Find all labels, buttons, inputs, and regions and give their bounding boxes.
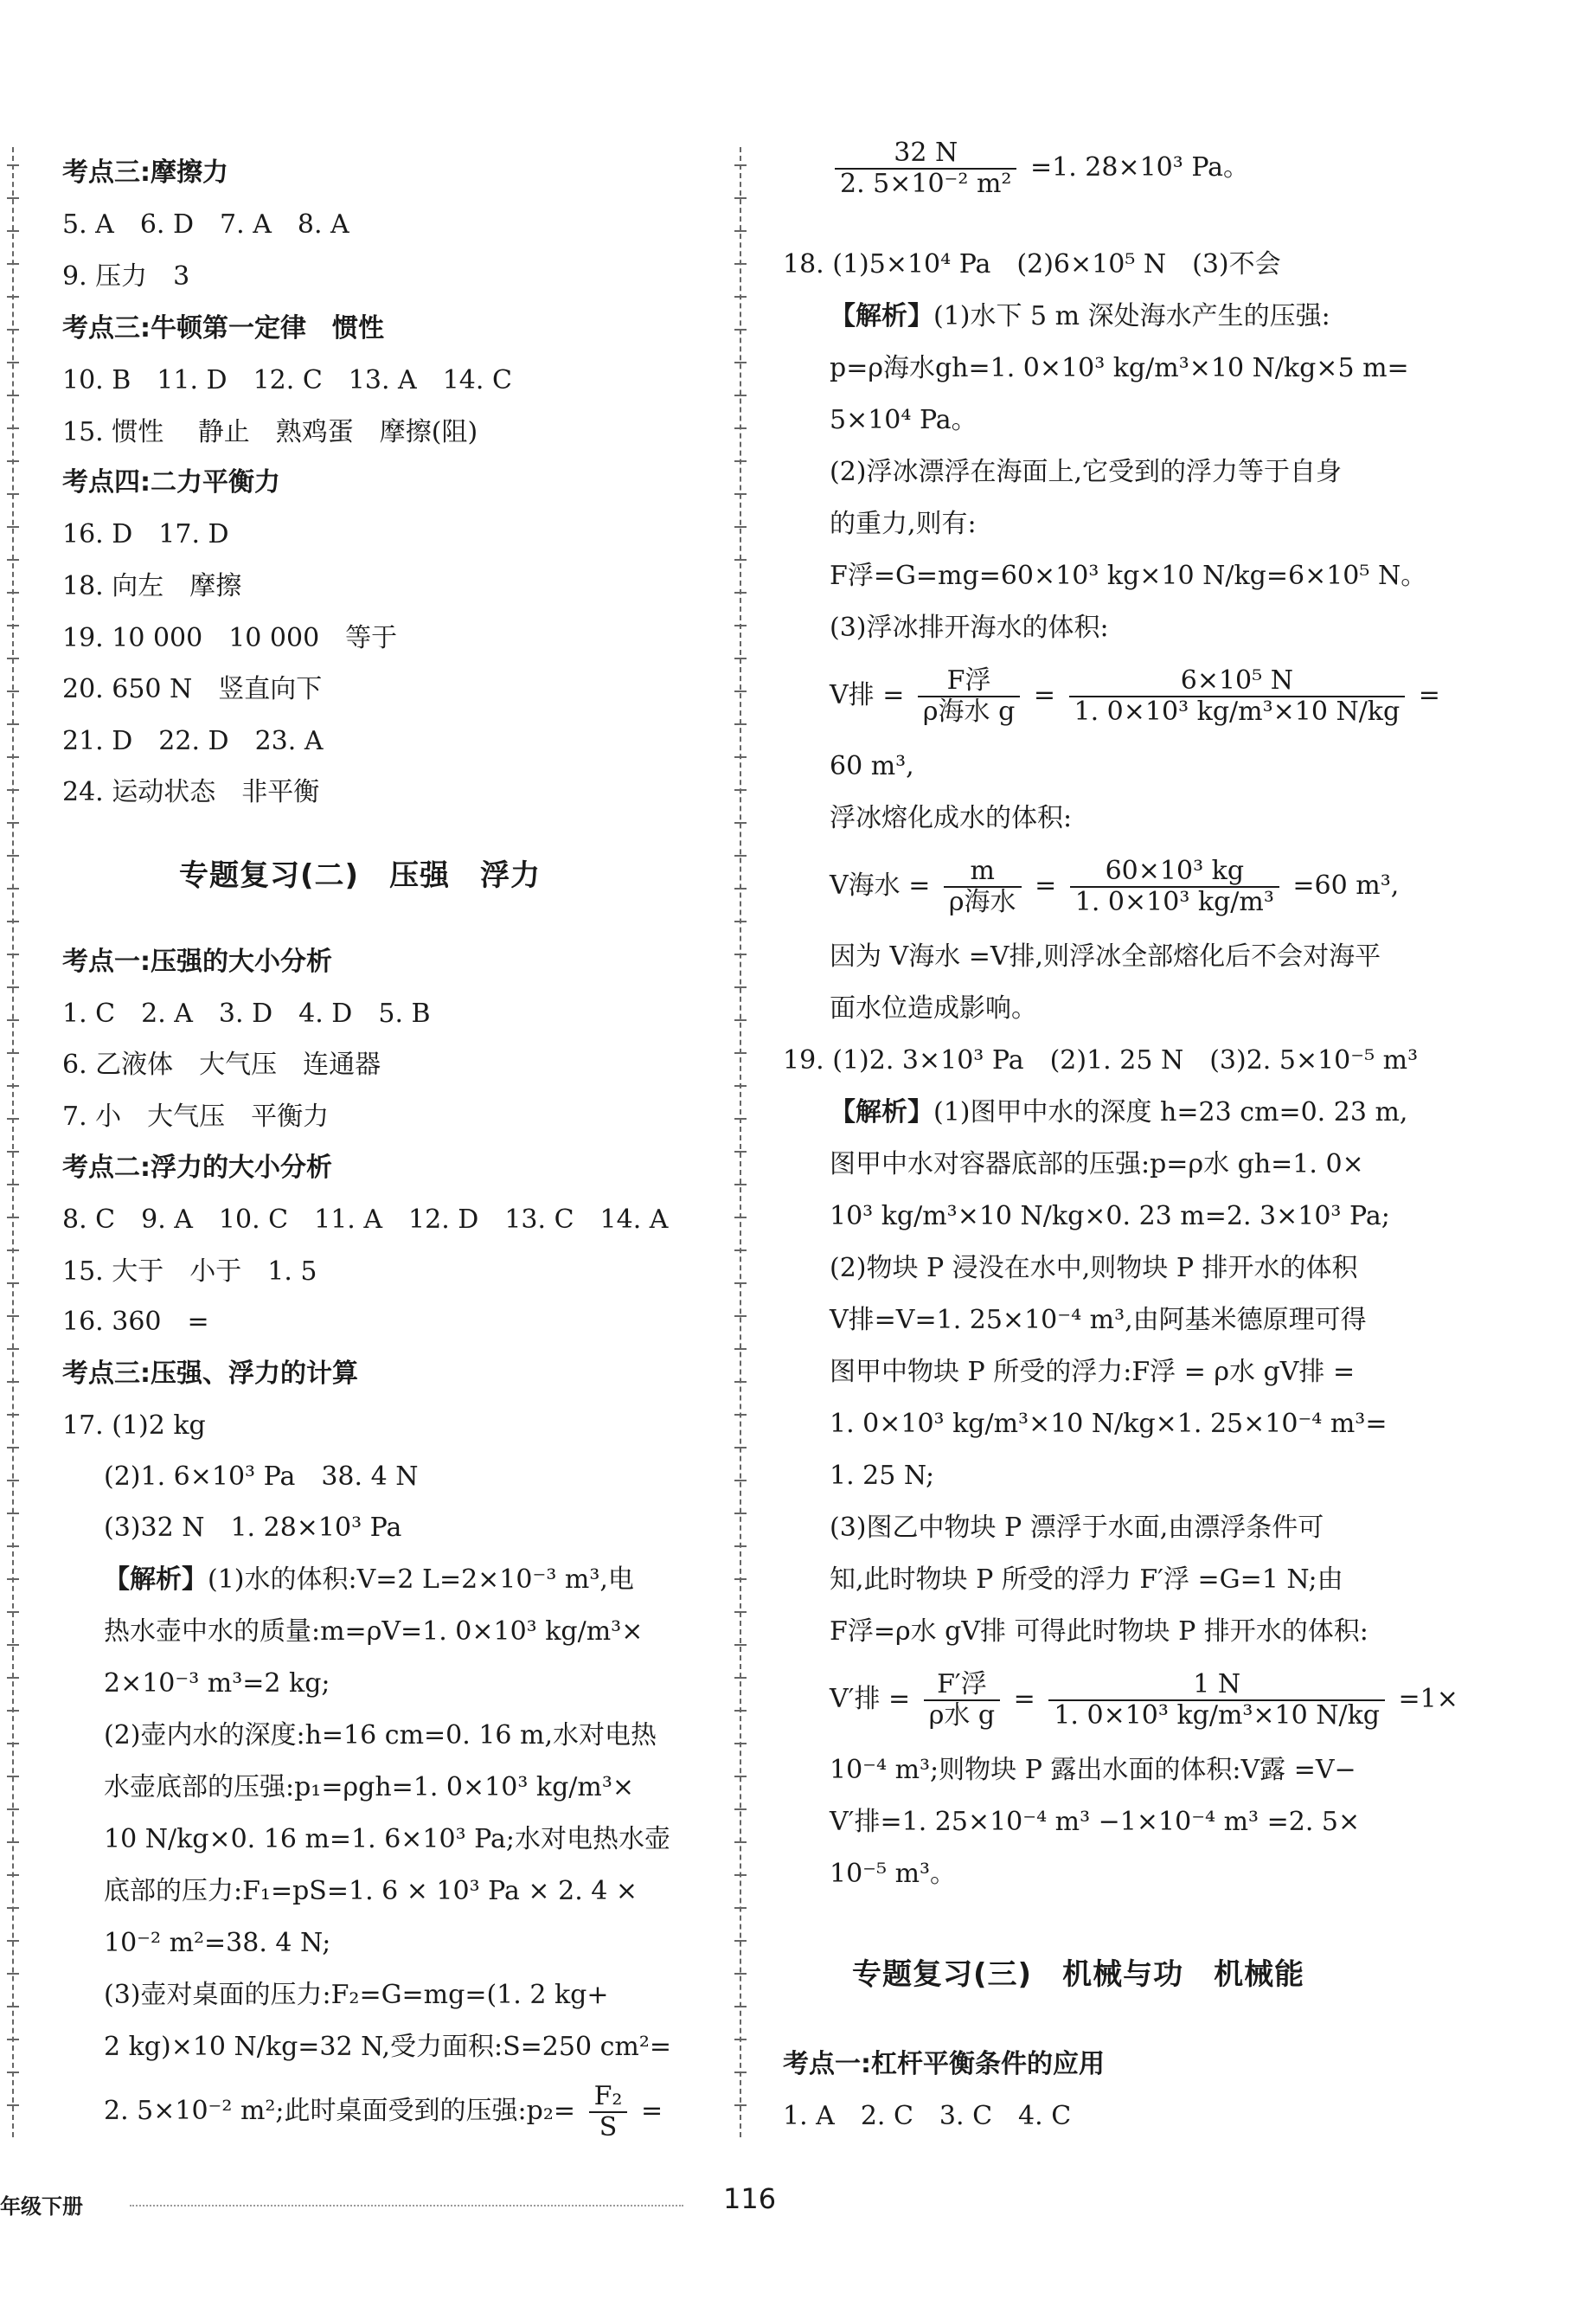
answer-line: 6. 乙液体 大气压 连通器: [62, 1050, 381, 1080]
answer-line: 18. 向左 摩擦: [62, 571, 242, 601]
binding-tick: [7, 691, 19, 692]
binding-tick: [7, 1677, 19, 1679]
binding-tick: [734, 164, 747, 166]
binding-tick: [7, 1085, 19, 1087]
binding-tick: [7, 526, 19, 528]
binding-tick: [734, 1710, 747, 1712]
fraction-denominator: 1. 0×10³ kg/m³: [1074, 887, 1274, 917]
binding-tick: [7, 1348, 19, 1350]
answer-line: 9. 压力 3: [62, 261, 190, 292]
section-title-3: 专题复习(三) 机械与功 机械能: [852, 1957, 1305, 1992]
analysis-line: p=ρ海水gh=1. 0×10³ kg/m³×10 N/kg×5 m=: [830, 353, 1409, 383]
binding-tick: [734, 1808, 747, 1810]
analysis-text: (1)图甲中水的深度 h=23 cm=0. 23 m,: [933, 1097, 1408, 1127]
analysis-line: 10⁻⁵ m³。: [830, 1859, 957, 1889]
binding-tick: [7, 1151, 19, 1153]
analysis-line: (2)壶内水的深度:h=16 cm=0. 16 m,水对电热: [104, 1720, 657, 1750]
analysis-text: (1)水下 5 m 深处海水产生的压强:: [933, 301, 1330, 331]
binding-tick: [7, 1611, 19, 1613]
binding-tick: [7, 1019, 19, 1021]
binding-dash-left: [12, 147, 14, 2137]
fraction-denominator: ρ水 g: [928, 1700, 996, 1731]
binding-tick: [7, 329, 19, 331]
fraction: [589, 2082, 628, 2142]
binding-tick: [7, 954, 19, 955]
binding-dash-center: [740, 147, 741, 2137]
answer-line: (3)32 N 1. 28×10³ Pa: [104, 1513, 402, 1543]
page-number: 116: [723, 2182, 777, 2215]
binding-tick: [734, 2104, 747, 2106]
fraction: [835, 138, 1016, 199]
binding-tick: [7, 395, 19, 396]
binding-tick: [734, 1348, 747, 1350]
binding-tick: [7, 921, 19, 922]
binding-tick: [7, 1381, 19, 1383]
analysis-line: F浮=ρ水 gV排 可得此时物块 P 排开水的体积:: [830, 1616, 1368, 1647]
answer-line: 1. C 2. A 3. D 4. D 5. B: [62, 999, 431, 1029]
binding-tick: [7, 1710, 19, 1712]
binding-tick: [734, 1776, 747, 1777]
analysis-line: 图甲中水对容器底部的压强:p=ρ水 gh=1. 0×: [830, 1149, 1364, 1179]
binding-tick: [7, 1414, 19, 1416]
analysis-line-fraction: [830, 666, 1440, 727]
binding-tick: [7, 1315, 19, 1317]
analysis-text: =1. 28×10³ Pa。: [1029, 152, 1250, 183]
fraction-denominator: 2. 5×10⁻² m²: [840, 169, 1012, 199]
fraction-denominator: ρ海水 g: [922, 697, 1016, 727]
analysis-line: 2×10⁻³ m³=2 kg;: [104, 1668, 330, 1699]
binding-tick: [734, 1578, 747, 1580]
section-title-2: 专题复习(二) 压强 浮力: [179, 858, 542, 893]
binding-tick: [7, 1052, 19, 1054]
fraction-denominator: 1. 0×10³ kg/m³×10 N/kg: [1074, 697, 1401, 727]
analysis-line: [830, 1095, 1407, 1130]
heading-kaodian-lever: 考点一:杠杆平衡条件的应用: [783, 2049, 1105, 2079]
analysis-text: =: [1013, 1684, 1035, 1714]
binding-tick: [734, 1282, 747, 1284]
binding-tick: [734, 1677, 747, 1679]
binding-tick: [7, 1545, 19, 1547]
heading-kaodian-balance: 考点四:二力平衡力: [62, 467, 280, 498]
analysis-line: 10⁻⁴ m³;则物块 P 露出水面的体积:V露 =V−: [830, 1755, 1356, 1785]
binding-tick: [7, 296, 19, 298]
fraction-denominator: ρ海水: [948, 887, 1016, 917]
binding-tick: [734, 1019, 747, 1021]
binding-tick: [734, 329, 747, 331]
analysis-line-fraction: [104, 2082, 663, 2142]
answer-line: 16. 360 =: [62, 1307, 209, 1337]
analysis-label: 【解析】: [830, 301, 933, 331]
binding-tick: [734, 888, 747, 890]
binding-tick: [7, 625, 19, 626]
binding-tick: [734, 2006, 747, 2007]
binding-tick: [734, 986, 747, 988]
fraction-numerator: m: [944, 857, 1022, 888]
binding-tick: [7, 230, 19, 232]
binding-tick: [7, 1217, 19, 1218]
analysis-text: 2. 5×10⁻² m²;此时桌面受到的压强:p₂=: [104, 2096, 576, 2126]
binding-tick: [734, 1545, 747, 1547]
analysis-text: (1)水的体积:V=2 L=2×10⁻³ m³,电: [208, 1564, 634, 1595]
fraction-numerator: 1 N: [1048, 1670, 1385, 1701]
fraction: [1070, 857, 1279, 917]
binding-tick: [734, 592, 747, 594]
analysis-line: 的重力,则有:: [830, 509, 977, 539]
binding-tick: [734, 1315, 747, 1317]
binding-tick: [7, 2072, 19, 2073]
analysis-line-fraction: [830, 138, 1249, 199]
fraction-numerator: 60×10³ kg: [1070, 857, 1279, 888]
binding-tick: [734, 1414, 747, 1416]
answer-line: 15. 惯性 静止 熟鸡蛋 摩擦(阻): [62, 417, 478, 447]
analysis-text: V′排 =: [830, 1684, 911, 1714]
binding-tick: [734, 822, 747, 824]
binding-tick: [7, 1644, 19, 1646]
fraction-numerator: 6×10⁵ N: [1069, 666, 1406, 697]
analysis-line: 5×10⁴ Pa。: [830, 405, 977, 435]
binding-tick: [7, 658, 19, 659]
analysis-line-fraction: [830, 1670, 1458, 1731]
binding-tick: [7, 756, 19, 758]
binding-tick: [734, 395, 747, 396]
analysis-line: 图甲中物块 P 所受的浮力:F浮 = ρ水 gV排 =: [830, 1357, 1356, 1387]
analysis-line: 浮冰熔化成水的体积:: [830, 803, 1073, 833]
answer-line: 17. (1)2 kg: [62, 1410, 206, 1441]
binding-tick: [7, 2006, 19, 2007]
analysis-line: 因为 V海水 =V排,则浮冰全部熔化后不会对海平: [830, 941, 1381, 972]
binding-tick: [7, 2104, 19, 2106]
binding-tick: [734, 1085, 747, 1087]
binding-tick: [734, 625, 747, 626]
binding-tick: [734, 296, 747, 298]
binding-tick: [734, 1217, 747, 1218]
analysis-line-fraction: [830, 857, 1399, 917]
answer-line: 15. 大于 小于 1. 5: [62, 1256, 317, 1287]
binding-tick: [7, 197, 19, 199]
fraction-numerator: 32 N: [835, 138, 1016, 170]
analysis-line: 面水位造成影响。: [830, 993, 1037, 1024]
heading-kaodian-calc: 考点三:压强、浮力的计算: [62, 1359, 358, 1389]
analysis-line: 1. 25 N;: [830, 1461, 935, 1491]
fraction: [1048, 1670, 1385, 1731]
analysis-line: 水壶底部的压强:p₁=ρgh=1. 0×10³ kg/m³×: [104, 1772, 634, 1802]
analysis-line: F浮=G=mg=60×10³ kg×10 N/kg=6×10⁵ N。: [830, 561, 1427, 591]
binding-tick: [734, 1447, 747, 1448]
fraction: [1069, 666, 1406, 727]
binding-tick: [734, 723, 747, 725]
binding-tick: [734, 1611, 747, 1613]
binding-tick: [7, 164, 19, 166]
binding-tick: [734, 789, 747, 791]
analysis-text: =: [1418, 680, 1440, 710]
analysis-line: 热水壶中水的质量:m=ρV=1. 0×10³ kg/m³×: [104, 1616, 644, 1647]
analysis-line: 10³ kg/m³×10 N/kg×0. 23 m=2. 3×10³ Pa;: [830, 1201, 1390, 1231]
binding-tick: [734, 1381, 747, 1383]
answer-line: 1. A 2. C 3. C 4. C: [783, 2101, 1072, 2131]
analysis-line: V排=V=1. 25×10⁻⁴ m³,由阿基米德原理可得: [830, 1305, 1367, 1335]
heading-kaodian-friction: 考点三:摩擦力: [62, 157, 228, 188]
answer-line: 24. 运动状态 非平衡: [62, 777, 320, 807]
binding-tick: [7, 2039, 19, 2040]
answer-line: 18. (1)5×10⁴ Pa (2)6×10⁵ N (3)不会: [783, 249, 1281, 279]
analysis-text: =1×: [1398, 1684, 1458, 1714]
binding-tick: [7, 559, 19, 561]
binding-tick: [734, 1480, 747, 1481]
binding-tick: [734, 1249, 747, 1251]
binding-tick: [7, 427, 19, 429]
analysis-line: [830, 299, 1330, 334]
fraction: [918, 666, 1020, 727]
analysis-line: [104, 1563, 634, 1597]
binding-tick: [734, 230, 747, 232]
answer-line: 7. 小 大气压 平衡力: [62, 1102, 330, 1132]
binding-tick: [7, 1973, 19, 1975]
analysis-line: 60 m³,: [830, 751, 914, 781]
binding-tick: [7, 1776, 19, 1777]
answer-line: 5. A 6. D 7. A 8. A: [62, 209, 349, 240]
analysis-label: 【解析】: [830, 1097, 933, 1127]
heading-kaodian-newton: 考点三:牛顿第一定律 惯性: [62, 313, 384, 344]
fraction-numerator: F浮: [918, 666, 1020, 697]
binding-tick: [734, 1841, 747, 1843]
binding-tick: [734, 1874, 747, 1876]
binding-tick: [7, 1118, 19, 1120]
binding-tick: [7, 1282, 19, 1284]
binding-tick: [7, 592, 19, 594]
binding-tick: [734, 658, 747, 659]
binding-tick: [734, 1940, 747, 1942]
fraction: [924, 1670, 1000, 1731]
footer-dotted-rule: [130, 2205, 683, 2206]
analysis-line: 10 N/kg×0. 16 m=1. 6×10³ Pa;水对电热水壶: [104, 1824, 670, 1854]
binding-tick: [7, 1184, 19, 1185]
binding-tick: [734, 1743, 747, 1744]
analysis-text: =60 m³,: [1292, 870, 1400, 901]
binding-tick: [7, 986, 19, 988]
binding-tick: [734, 1907, 747, 1909]
binding-tick: [7, 723, 19, 725]
binding-tick: [7, 1940, 19, 1942]
binding-tick: [7, 1874, 19, 1876]
analysis-text: =: [1033, 680, 1055, 710]
binding-tick: [7, 1447, 19, 1448]
footer-grade-label: 年级下册: [0, 2194, 83, 2219]
binding-tick: [734, 1513, 747, 1514]
binding-tick: [734, 526, 747, 528]
analysis-text: V海水 =: [830, 870, 931, 901]
binding-tick: [734, 2039, 747, 2040]
binding-tick: [734, 2072, 747, 2073]
heading-kaodian-pressure: 考点一:压强的大小分析: [62, 947, 332, 977]
binding-tick: [734, 197, 747, 199]
binding-tick: [734, 921, 747, 922]
binding-tick: [734, 493, 747, 495]
binding-tick: [7, 460, 19, 462]
binding-tick: [734, 1973, 747, 1975]
analysis-line: V′排=1. 25×10⁻⁴ m³ −1×10⁻⁴ m³ =2. 5×: [830, 1807, 1361, 1837]
answer-line: 10. B 11. D 12. C 13. A 14. C: [62, 365, 512, 395]
binding-tick: [7, 1249, 19, 1251]
answer-line: 8. C 9. A 10. C 11. A 12. D 13. C 14. A: [62, 1204, 669, 1235]
binding-tick: [734, 855, 747, 857]
analysis-line: 10⁻² m²=38. 4 N;: [104, 1928, 331, 1958]
fraction-denominator: 1. 0×10³ kg/m³×10 N/kg: [1054, 1700, 1380, 1731]
binding-tick: [7, 888, 19, 890]
binding-tick: [7, 1743, 19, 1744]
answer-line: 16. D 17. D: [62, 519, 229, 549]
analysis-line: (3)浮冰排开海水的体积:: [830, 613, 1109, 643]
analysis-text: =: [1035, 870, 1057, 901]
fraction-numerator: F′浮: [924, 1670, 1000, 1701]
binding-tick: [7, 493, 19, 495]
binding-tick: [734, 691, 747, 692]
binding-tick: [7, 1513, 19, 1514]
binding-tick: [734, 427, 747, 429]
binding-tick: [734, 1118, 747, 1120]
binding-tick: [734, 1184, 747, 1185]
binding-tick: [7, 822, 19, 824]
binding-tick: [734, 559, 747, 561]
answer-line: 21. D 22. D 23. A: [62, 726, 324, 756]
analysis-line: (2)浮冰漂浮在海面上,它受到的浮力等于自身: [830, 457, 1343, 487]
binding-tick: [734, 263, 747, 265]
binding-tick: [734, 362, 747, 363]
binding-tick: [734, 1644, 747, 1646]
binding-tick: [7, 1808, 19, 1810]
binding-tick: [734, 460, 747, 462]
analysis-text: =: [640, 2096, 663, 2126]
binding-tick: [7, 1578, 19, 1580]
analysis-line: 1. 0×10³ kg/m³×10 N/kg×1. 25×10⁻⁴ m³=: [830, 1409, 1388, 1439]
fraction-denominator: S: [599, 2112, 618, 2142]
answer-line: 19. 10 000 10 000 等于: [62, 623, 398, 653]
analysis-line: (3)图乙中物块 P 漂浮于水面,由漂浮条件可: [830, 1513, 1324, 1543]
answer-line: (2)1. 6×10³ Pa 38. 4 N: [104, 1461, 419, 1492]
binding-tick: [7, 263, 19, 265]
binding-tick: [734, 756, 747, 758]
analysis-line: 底部的压力:F₁=pS=1. 6 × 10³ Pa × 2. 4 ×: [104, 1876, 638, 1906]
analysis-line: 知,此时物块 P 所受的浮力 F′浮 =G=1 N;由: [830, 1564, 1343, 1595]
binding-tick: [7, 855, 19, 857]
analysis-line: 2 kg)×10 N/kg=32 N,受力面积:S=250 cm²=: [104, 2032, 672, 2062]
binding-tick: [734, 1151, 747, 1153]
binding-tick: [7, 789, 19, 791]
binding-tick: [734, 954, 747, 955]
analysis-text: V排 =: [830, 680, 905, 710]
answer-line: 20. 650 N 竖直向下: [62, 674, 323, 704]
fraction-numerator: F₂: [589, 2082, 628, 2113]
binding-tick: [734, 1052, 747, 1054]
analysis-label: 【解析】: [104, 1564, 208, 1595]
answer-line: 19. (1)2. 3×10³ Pa (2)1. 25 N (3)2. 5×10⁻⁵ m³: [783, 1045, 1419, 1076]
fraction: [944, 857, 1022, 917]
binding-tick: [7, 1841, 19, 1843]
analysis-line: (3)壶对桌面的压力:F₂=G=mg=(1. 2 kg+: [104, 1980, 609, 2010]
analysis-line: (2)物块 P 浸没在水中,则物块 P 排开水的体积: [830, 1253, 1358, 1283]
binding-tick: [7, 1480, 19, 1481]
heading-kaodian-buoyancy: 考点二:浮力的大小分析: [62, 1153, 332, 1183]
binding-tick: [7, 1907, 19, 1909]
binding-tick: [7, 362, 19, 363]
